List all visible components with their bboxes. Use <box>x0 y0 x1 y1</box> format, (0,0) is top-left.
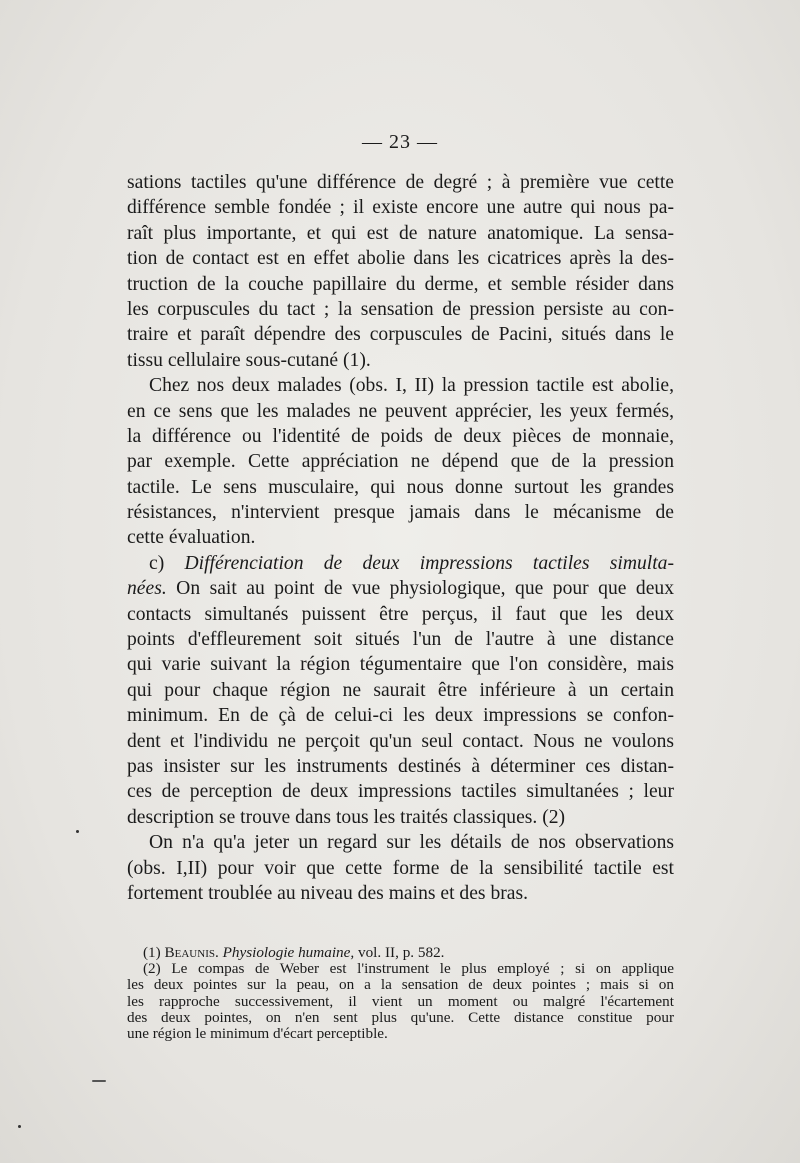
footnote-author: Beaunis. <box>164 944 219 961</box>
print-speck <box>18 1125 21 1128</box>
text-line: fortement troublée au niveau des mains et des bras. <box>127 882 528 904</box>
text-line <box>127 576 674 601</box>
text-line: tissu cellulaire sous-cutané (1). <box>127 349 371 371</box>
text-line: minimum. En de çà de celui-ci les deux impressions se confon- <box>127 705 674 727</box>
text-line: ces de perception de deux impressions tactiles simultanées ; leur <box>127 781 674 803</box>
section-heading-line <box>127 551 674 576</box>
footnote-2-line: (2) Le compas de Weber est l'instrument le plus employé ; si on applique <box>143 960 674 978</box>
text-line: On n'a qu'a jeter un regard sur les détails de nos observations <box>149 832 674 854</box>
section-heading: Différenciation de deux impressions tactiles simulta- <box>184 552 674 574</box>
text-line: différence semble fondée ; il existe encore une autre qui nous pa- <box>127 197 674 219</box>
text-line: la différence ou l'identité de poids de deux pièces de monnaie, <box>127 425 674 447</box>
section-marker: c) <box>149 552 185 574</box>
text-line: Chez nos deux malades (obs. I, II) la pression tactile est abolie, <box>149 375 674 397</box>
print-speck <box>76 830 79 833</box>
text-line: cette évaluation. <box>127 527 256 549</box>
print-speck <box>92 1080 106 1082</box>
footnote-2-line: les rapproche successivement, il vient un moment ou malgré l'écartement <box>127 992 674 1010</box>
footnote-title: Physiologie humaine, <box>222 944 355 961</box>
text-line: sations tactiles qu'une différence de degré ; à première vue cette <box>127 172 674 193</box>
text-line: traire et paraît dépendre des corpuscules de Pacini, situés dans le <box>127 324 674 346</box>
footnote-1: (1) Beaunis. Physiologie humaine, vol. II, p. 582. <box>143 944 445 961</box>
text-line: par exemple. Cette appréciation ne dépend que de la pression <box>127 451 674 473</box>
text-line: en ce sens que les malades ne peuvent apprécier, les yeux fermés, <box>127 400 674 422</box>
text-line: qui pour chaque région ne saurait être inférieure à un certain <box>127 679 674 701</box>
footnote-2-line: les deux pointes sur la peau, on a la sensation de deux pointes ; mais si on <box>127 976 674 994</box>
section-heading-end: nées. <box>127 578 167 600</box>
text-line: description se trouve dans tous les traités classiques. (2) <box>127 806 566 828</box>
text-line: contacts simultanés puissent être perçus, il faut que les deux <box>127 603 674 625</box>
text-line: pas insister sur les instruments destinés à déterminer ces distan- <box>127 755 674 777</box>
text-line: points d'effleurement soit situés l'un de l'autre à une distance <box>127 629 674 651</box>
footnote-2-line: une région le minimum d'écart perceptible. <box>127 1024 388 1042</box>
footnotes <box>127 945 674 1042</box>
text-line: tactile. Le sens musculaire, qui nous donne surtout les grandes <box>127 476 674 498</box>
main-text <box>127 170 674 906</box>
text-line: les corpuscules du tact ; la sensation de pression persiste au con- <box>127 298 674 320</box>
text-line: (obs. I,II) pour voir que cette forme de la sensibilité tactile est <box>127 857 674 879</box>
text-line: dent et l'individu ne perçoit qu'un seul contact. Nous ne voulons <box>127 730 674 752</box>
text-run: On sait au point de vue physiologique, que pour que deux <box>166 578 674 600</box>
text-line: tion de contact est en effet abolie dans les cicatrices après la des- <box>127 248 674 270</box>
text-line: qui varie suivant la région tégumentaire que l'on considère, mais <box>127 654 674 676</box>
text-line: raît plus importante, et qui est de nature anatomique. La sensa- <box>127 222 674 244</box>
page-number: — 23 — <box>362 131 438 153</box>
footnote-2-line: des deux pointes, on n'en sent plus qu'une. Cette distance constitue pour <box>127 1008 674 1026</box>
text-line: résistances, n'intervient presque jamais dans le mécanisme de <box>127 502 674 524</box>
text-line: truction de la couche papillaire du derme, et semble résider dans <box>127 273 674 295</box>
